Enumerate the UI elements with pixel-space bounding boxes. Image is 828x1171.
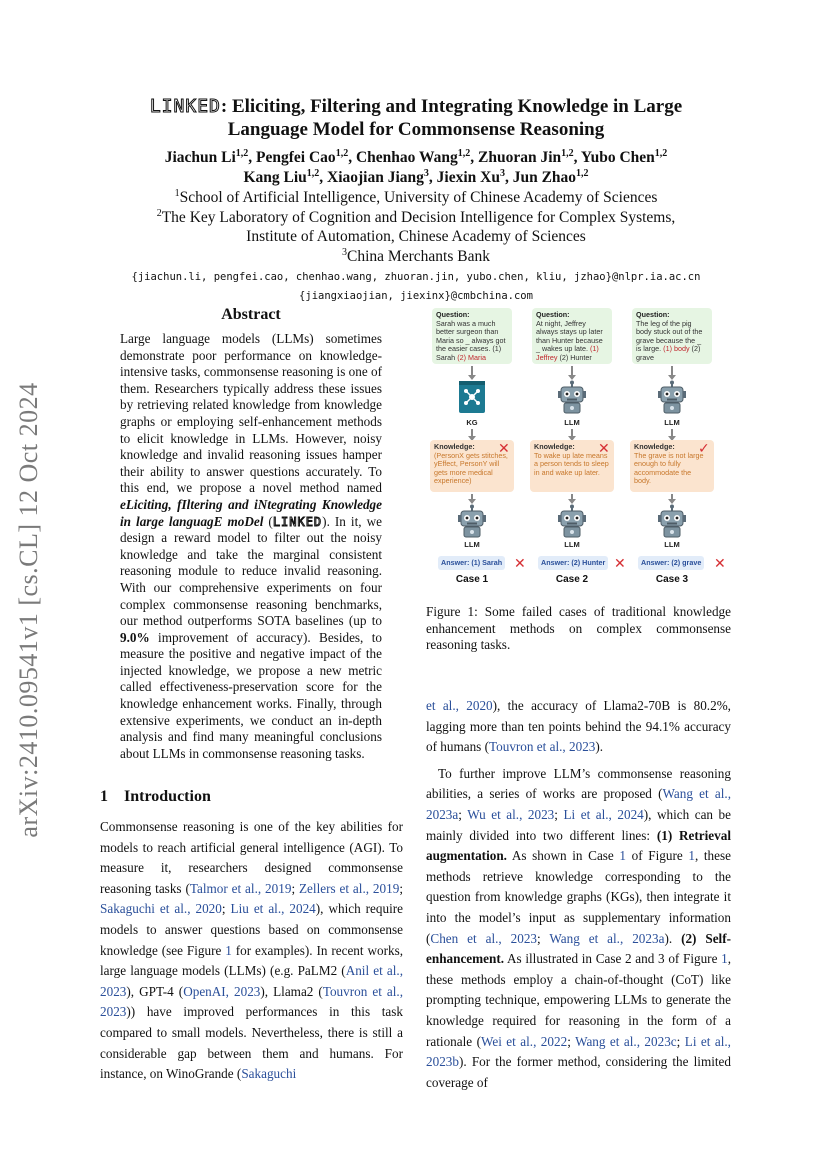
model-label: LLM <box>664 540 680 549</box>
body-text: ), GPT-4 ( <box>126 983 184 999</box>
cross-icon: ✕ <box>614 555 626 571</box>
abstract-text: Large language models (LLMs) sometimes demonstrate poor performance on knowledge-intensive tasks, commonsense reasoning is one of them. Researchers typically address these issues by retrieving related knowledge from knowledge graphs or employing self-enhancement methods to elicit knowledge in LLMs. However, noisy knowledge and invalid reasoning issues hamper their ability to answer questions accurately. To this end, we propose a novel method named <box>120 331 382 496</box>
knowledge-graph-icon <box>455 380 489 414</box>
figure-caption: Figure 1: Some failed cases of traditional knowledge enhancement methods on complex commonsense reasoning tasks. <box>426 604 731 653</box>
author-sup: 1,2 <box>306 167 320 179</box>
answer-box: Answer: (1) Sarah <box>438 556 505 570</box>
robot-icon <box>555 504 589 538</box>
body-text: Commonsense reasoning is one of the key abilities for models to reach artificial general intelligence (AGI). To measure it, researchers designed commonsense reasoning tasks ( <box>100 819 403 896</box>
author-emails <box>100 268 732 306</box>
abstract-text: ( <box>263 513 273 529</box>
option-2: (2) Hunter <box>559 352 592 362</box>
affiliations <box>100 188 732 266</box>
author-list <box>100 148 732 188</box>
citation-link[interactable]: Sakaguchi et al., 2020 <box>100 901 222 917</box>
arxiv-identifier: arXiv:2410.09541v1 [cs.CL] 12 Oct 2024 <box>14 382 43 838</box>
answer-box: Answer: (2) Hunter <box>538 556 608 570</box>
body-text: , these methods retrieve knowledge corresponding to the question from knowledge graphs (KGs), then integrate it into the model’s input as supplementary information ( <box>426 848 731 946</box>
author: Chenhao Wang <box>355 149 458 166</box>
knowledge-text: The grave is not large enough to fully accommodate the body. <box>634 450 704 486</box>
citation-link[interactable]: Anil et al., 2023 <box>100 963 404 999</box>
paragraph <box>426 764 731 1094</box>
linked-logo-inline: LINKED <box>272 514 323 529</box>
knowledge-label: Knowledge: <box>434 442 475 451</box>
author-sup: 1,2 <box>335 147 349 159</box>
linked-logo: LINKED <box>149 96 221 117</box>
model-label: LLM <box>664 418 680 427</box>
affil-sup: 1 <box>174 187 180 199</box>
arrow <box>571 429 573 437</box>
citation-link[interactable]: Touvron et al., 2023 <box>489 739 596 755</box>
arrow <box>471 494 473 500</box>
author-sup: 3 <box>499 167 505 179</box>
section-title: Introduction <box>124 788 211 805</box>
figure-ref-link[interactable]: 1 <box>225 942 232 958</box>
arrow <box>671 366 673 376</box>
title-line1: : Eliciting, Filtering and Integrating Knowledge in Large <box>220 96 683 117</box>
body-text: ; <box>399 880 403 896</box>
citation-link[interactable]: Zellers et al., 2019 <box>299 880 400 896</box>
author: Jun Zhao <box>512 169 577 186</box>
section-number: 1 <box>100 788 108 805</box>
citation-link[interactable]: Talmor et al., 2019 <box>189 880 292 896</box>
author-sup: 1,2 <box>654 147 668 159</box>
author: Yubo Chen <box>580 149 655 166</box>
abstract-text: ). In it, we design a reward model to filter out the noisy knowledge and take the marginal consistent reasoning module to reduce invalid reasoning. With our comprehensive experiments on four complex commonsense reasoning benchmarks, our method outperforms SOTA baselines (up to <box>120 513 382 629</box>
citation-link[interactable]: et al., 2020 <box>426 698 493 713</box>
option-1: (1) Sarah <box>436 344 502 362</box>
body-text: ). For the former method, considering the limited coverage of <box>426 1054 731 1090</box>
arrow <box>671 429 673 437</box>
paper-title <box>100 95 732 141</box>
bold-term: (2) Self-enhancement. <box>426 930 731 967</box>
body-text: As illustrated in Case 2 and 3 of Figure <box>504 951 722 967</box>
robot-icon <box>655 380 689 414</box>
abstract-heading: Abstract <box>221 306 281 323</box>
figure-ref-link[interactable]: 1 <box>688 848 695 864</box>
option-2: (2) Maria <box>457 352 486 362</box>
author: Zhuoran Jin <box>477 149 562 166</box>
question-box <box>432 308 512 364</box>
model-label: LLM <box>564 418 580 427</box>
author: Xiaojian Jiang <box>327 169 424 186</box>
robot-icon <box>655 504 689 538</box>
question-label: Question: <box>436 310 470 319</box>
cross-icon: ✕ <box>498 440 510 456</box>
body-text: ). <box>664 930 682 946</box>
citation-link[interactable]: OpenAI, 2023 <box>183 983 261 999</box>
improvement-value: 9.0% <box>120 629 150 645</box>
citation-link[interactable]: Wei et al., 2022 <box>480 1033 568 1049</box>
case-label: Case 3 <box>655 574 689 585</box>
citation-link[interactable]: Li et al., 2024 <box>563 806 644 822</box>
affiliation <box>100 247 732 267</box>
knowledge-label: Knowledge: <box>534 442 575 451</box>
affil-text: China Merchants Bank <box>347 247 490 265</box>
author-sup: 3 <box>423 167 429 179</box>
body-text: ; <box>221 901 231 917</box>
affil-sup: 3 <box>342 246 348 258</box>
affil-text: The Key Laboratory of Cognition and Decision Intelligence for Complex Systems, <box>161 208 676 226</box>
arrow <box>571 366 573 376</box>
knowledge-text: To wake up late means a person tends to sleep in and wake up later. <box>534 450 609 477</box>
citation-link[interactable]: Wang et al., 2023a <box>549 930 665 946</box>
question-text: Sarah was a much better surgeon than Maria so _ always got the easier cases. <box>436 318 506 354</box>
model-label: LLM <box>564 540 580 549</box>
affil-text: Institute of Automation, Chinese Academy of Sciences <box>246 228 586 245</box>
author: Pengfei Cao <box>256 149 336 166</box>
affiliation <box>100 227 732 247</box>
affil-sup: 2 <box>156 207 162 219</box>
citation-link[interactable]: Li et al., 2023b <box>426 1033 731 1070</box>
citation-link[interactable]: Wang et al., 2023c <box>575 1033 677 1049</box>
question-text: The leg of the pig body stuck out of the grave because the _ is large. <box>636 318 703 354</box>
method-name: eLiciting, fIltering and iNtegrating Knowledge in large languagE moDel <box>120 496 382 529</box>
author-sup: 1,2 <box>235 147 249 159</box>
arrow <box>671 494 673 500</box>
question-text: At night, Jeffrey always stays up later than Hunter because _ wakes up late. <box>536 318 603 354</box>
author-line-1: Jiachun Li$^{1,2}$, Pengfei Cao$^{1,2}$, Chenhao Wang$^{1,2}$, Zhuoran Jin$^{1,2}$, Yubo Chen$^{1,2}$ <box>164 147 668 166</box>
citation-link[interactable]: Liu et al., 2024 <box>230 901 316 917</box>
option-1: (1) body <box>663 344 690 354</box>
model-label: LLM <box>464 540 480 549</box>
author: Kang Liu <box>243 169 307 186</box>
intro-left-column <box>100 817 403 1085</box>
body-text: ; <box>291 880 299 896</box>
knowledge-text: (PersonX gets stitches, yEffect, PersonY will gets more medical experience) <box>434 450 508 486</box>
arrow <box>471 429 473 437</box>
intro-right-column <box>426 696 731 1093</box>
question-label: Question: <box>636 310 670 319</box>
body-text: , these methods employ a chain-of-thought (CoT) like prompting technique, empowering LLMs to generate the knowledge required for reasoning in the form of a rationale ( <box>426 951 731 1049</box>
body-text: ), the accuracy of Llama2-70B is 80.2%, lagging more than ten points behind the 94.1% accuracy of humans ( <box>426 698 731 755</box>
body-text: ; <box>554 806 564 822</box>
body-text: ), which require models to answer questions based on commonsense knowledge (see Figure <box>100 901 403 958</box>
option-1: (1) Jeffrey <box>536 344 599 362</box>
body-text: ), which can be mainly divided into two different lines: <box>426 806 731 843</box>
body-text: As shown in Case <box>506 848 620 864</box>
author: Jiachun Li <box>164 149 236 166</box>
question-label: Question: <box>536 310 570 319</box>
arrow <box>571 494 573 500</box>
figure-1 <box>426 308 734 590</box>
author: Jiexin Xu <box>436 169 500 186</box>
citation-link[interactable]: Wu et al., 2023 <box>467 806 555 822</box>
question-box <box>632 308 712 364</box>
affiliation <box>100 208 732 228</box>
author-sup: 1,2 <box>576 167 589 179</box>
affil-text: School of Artificial Intelligence, University of Chinese Academy of Sciences <box>179 189 658 206</box>
case-label: Case 2 <box>555 574 589 585</box>
body-text: ), Llama2 ( <box>260 983 323 999</box>
body-text: for examples). In recent works, large language models (LLMs) (e.g. PaLM2 ( <box>100 942 404 979</box>
body-text: ; <box>537 930 550 946</box>
answer-box: Answer: (2) grave <box>638 556 704 570</box>
abstract-body <box>120 331 382 762</box>
arxiv-sidebar-stamp <box>6 370 52 850</box>
cross-icon: ✕ <box>714 555 726 571</box>
email-line-1: {jiachun.li, pengfei.cao, chenhao.wang, zhuoran.jin, yubo.chen, kliu, jzhao}@nlpr.ia.ac.cn <box>131 271 701 283</box>
author-sup: 1,2 <box>561 147 574 159</box>
question-box <box>532 308 612 364</box>
case-label: Case 1 <box>455 574 489 585</box>
section-heading <box>100 788 211 806</box>
robot-icon <box>455 504 489 538</box>
citation-link[interactable]: Touvron et al., 2023 <box>100 983 403 1020</box>
paragraph <box>426 696 731 758</box>
body-text: ). <box>595 739 604 755</box>
body-text: ; <box>676 1033 685 1049</box>
body-text: To further improve LLM’s commonsense reasoning abilities, a series of works are proposed ( <box>426 765 731 802</box>
body-text: ; <box>458 806 468 822</box>
citation-link[interactable]: Wang et al., 2023a <box>426 786 732 822</box>
arrow <box>471 366 473 376</box>
email-line-2: {jiangxiaojian, jiexinx}@cmbchina.com <box>299 290 533 302</box>
body-text: of Figure <box>626 848 689 864</box>
abstract-text: improvement of accuracy). Besides, to measure the positive and negative impact of the injected knowledge, we propose a new metric called effectiveness-preservation score for the knowledge enhancement works. Finally, through extensive experiments, we conduct an in-depth analysis and find many meaningful conclusions about LLMs in commonsense reasoning tasks. <box>120 629 382 761</box>
body-text: )) have improved performances in this task compared to small models. Nevertheless, there is still a considerable gap between them and humans. For instance, on WinoGrande ( <box>100 1004 403 1082</box>
figure-ref-link[interactable]: 1 <box>619 848 627 864</box>
title-line2: Language Model for Commonsense Reasoning <box>227 119 605 140</box>
citation-link[interactable]: Sakaguchi <box>241 1066 297 1082</box>
author-line-2: Kang Liu$^{1,2}$, Xiaojian Jiang$^3$, Jiexin Xu$^3$, Jun Zhao$^{1,2}$ <box>243 167 589 186</box>
body-text: ; <box>567 1033 576 1049</box>
knowledge-label: Knowledge: <box>634 442 675 451</box>
check-icon: ✓ <box>698 440 710 456</box>
cross-icon: ✕ <box>598 440 610 456</box>
affiliation <box>100 188 732 208</box>
author-sup: 1,2 <box>457 147 471 159</box>
bold-term: (1) Retrieval augmentation. <box>426 827 731 864</box>
citation-link[interactable]: Chen et al., 2023 <box>430 930 538 946</box>
robot-icon <box>555 380 589 414</box>
model-label: KG <box>466 418 478 427</box>
cross-icon: ✕ <box>514 555 526 571</box>
figure-ref-link[interactable]: 1 <box>721 951 728 967</box>
option-2: (2) grave <box>636 344 701 362</box>
